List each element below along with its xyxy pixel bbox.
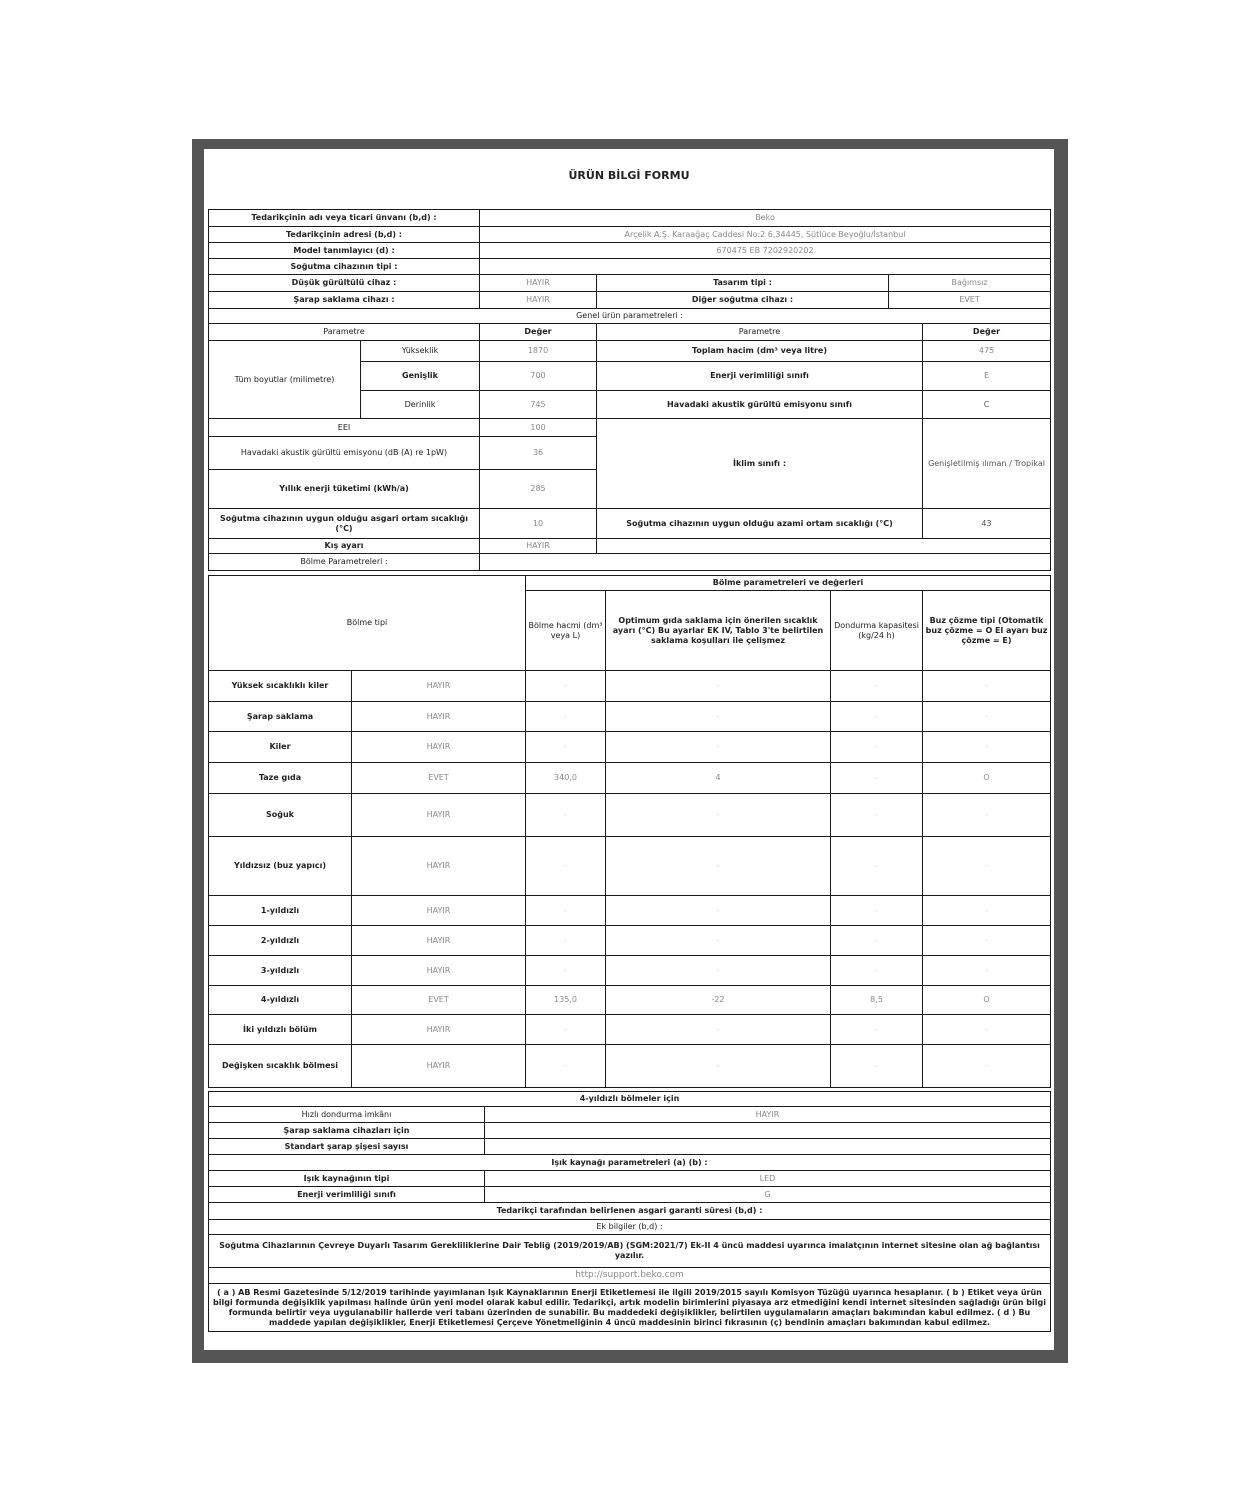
compartment-present: HAYIR bbox=[352, 671, 526, 702]
compartment-name: 1-yıldızlı bbox=[209, 896, 352, 926]
compartment-present: EVET bbox=[352, 763, 526, 794]
compartment-defrost: - bbox=[923, 837, 1051, 896]
compartment-defrost: - bbox=[923, 956, 1051, 986]
compartment-row bbox=[209, 794, 1051, 837]
depth-row: Derinlik 745 Havadaki akustik gürültü emisyonu sınıfı C bbox=[209, 391, 1051, 419]
compartment-row bbox=[209, 763, 1051, 794]
four-star-row: 4-yıldızlı bölmeler için bbox=[209, 1092, 1051, 1107]
compartment-name: 3-yıldızlı bbox=[209, 956, 352, 986]
low-noise-row: Düşük gürültülü cihaz : HAYIR Tasarım tipi : Bağımsız bbox=[209, 275, 1051, 292]
compartment-present: HAYIR bbox=[352, 837, 526, 896]
compartment-freeze: 8,5 bbox=[831, 986, 923, 1015]
general-section-row: Genel ürün parametreleri : bbox=[209, 309, 1051, 324]
compartment-temp: - bbox=[606, 837, 831, 896]
compartment-present: EVET bbox=[352, 986, 526, 1015]
light-type-row: Işık kaynağının tipi LED bbox=[209, 1171, 1051, 1187]
compartment-temp: - bbox=[606, 671, 831, 702]
compartment-temp: - bbox=[606, 926, 831, 956]
light-class-row: Enerji verimliliği sınıfı G bbox=[209, 1187, 1051, 1203]
additional-row: Ek bilgiler (b,d) : bbox=[209, 1220, 1051, 1235]
compartment-volume: - bbox=[526, 837, 606, 896]
compartment-freeze: - bbox=[831, 896, 923, 926]
compartment-present: HAYIR bbox=[352, 926, 526, 956]
compartment-volume: - bbox=[526, 1045, 606, 1088]
compartment-defrost: - bbox=[923, 702, 1051, 732]
compartment-defrost: - bbox=[923, 1015, 1051, 1045]
ambient-temp-row: Soğutma cihazının uygun olduğu asgari ortam sıcaklığı (°C) 10 Soğutma cihazının uygun olduğu azami ortam sıcaklığı (°C) 43 bbox=[209, 509, 1051, 539]
compartment-name: Soğuk bbox=[209, 794, 352, 837]
compartment-temp: - bbox=[606, 794, 831, 837]
compartment-name: Yüksek sıcaklıklı kiler bbox=[209, 671, 352, 702]
compartment-present: HAYIR bbox=[352, 732, 526, 763]
compartment-section-row: Bölme Parametreleri : bbox=[209, 554, 1051, 571]
compartment-defrost: - bbox=[923, 896, 1051, 926]
compartment-present: HAYIR bbox=[352, 794, 526, 837]
support-link[interactable]: http://support.beko.com bbox=[209, 1268, 1051, 1284]
compartment-volume: - bbox=[526, 956, 606, 986]
extra-table bbox=[208, 1091, 1051, 1332]
notice-row: Soğutma Cihazlarının Çevreye Duyarlı Tasarım Gerekliliklerine Dair Tebliğ (2019/2019/AB) (SGM:2021/7) Ek-II 4 üncü maddesi uyarınca imalatçının internet sitesine olan ağ bağlantısı yazılır. bbox=[209, 1235, 1051, 1268]
compartment-temp: 4 bbox=[606, 763, 831, 794]
compartment-freeze: - bbox=[831, 1045, 923, 1088]
winter-row: Kış ayarı HAYIR bbox=[209, 539, 1051, 554]
wine-devices-row: Şarap saklama cihazları için bbox=[209, 1123, 1051, 1139]
light-params-row: Işık kaynağı parametreleri (a) (b) : bbox=[209, 1155, 1051, 1171]
compartment-present: HAYIR bbox=[352, 896, 526, 926]
bottles-row: Standart şarap şişesi sayısı bbox=[209, 1139, 1051, 1155]
type-row: Soğutma cihazının tipi : bbox=[209, 259, 1051, 275]
compartment-volume: - bbox=[526, 896, 606, 926]
noise-row: Havadaki akustik gürültü emisyonu (dB (A) re 1pW) 36 bbox=[209, 437, 1051, 470]
supplier-address-row: Tedarikçinin adresi (b,d) : Arçelik A.Ş. Karaağaç Caddesi No:2 6,34445, Sütlüce Beyoğlu/İstanbul bbox=[209, 227, 1051, 243]
compartment-row bbox=[209, 1015, 1051, 1045]
compartment-volume: - bbox=[526, 671, 606, 702]
compartment-freeze: - bbox=[831, 702, 923, 732]
compartment-temp: - bbox=[606, 702, 831, 732]
compartment-volume: 135,0 bbox=[526, 986, 606, 1015]
compartment-name: 2-yıldızlı bbox=[209, 926, 352, 956]
compartment-volume: - bbox=[526, 926, 606, 956]
compartment-freeze: - bbox=[831, 956, 923, 986]
annual-row: Yıllık enerji tüketimi (kWh/a) 285 bbox=[209, 470, 1051, 509]
compartment-row bbox=[209, 956, 1051, 986]
compartment-defrost: O bbox=[923, 763, 1051, 794]
compartment-column-header: Bölme hacmi (dm³ veya L) Optimum gıda saklama için önerilen sıcaklık ayarı (°C) Bu ayarlar EK IV, Tablo 3'te belirtilen saklama koşulları ile çelişmez Dondurma kapasitesi (kg/24 h) Buz çözme tipi (Otomatik buz çözme = O El ayarı buz çözme = E) bbox=[209, 591, 1051, 671]
compartment-temp: - bbox=[606, 956, 831, 986]
compartment-defrost: - bbox=[923, 1045, 1051, 1088]
compartment-row bbox=[209, 837, 1051, 896]
general-header-row: Parametre Değer Parametre Değer bbox=[209, 324, 1051, 341]
compartment-temp: - bbox=[606, 1045, 831, 1088]
compartment-temp: - bbox=[606, 1015, 831, 1045]
compartment-volume: - bbox=[526, 702, 606, 732]
fast-freeze-row: Hızlı dondurma imkânı HAYIR bbox=[209, 1107, 1051, 1123]
compartment-volume: - bbox=[526, 732, 606, 763]
compartment-name: Kiler bbox=[209, 732, 352, 763]
compartment-group-header: Bölme tipi Bölme parametreleri ve değerleri bbox=[209, 576, 1051, 591]
compartment-row bbox=[209, 732, 1051, 763]
compartment-row bbox=[209, 671, 1051, 702]
compartment-defrost: - bbox=[923, 671, 1051, 702]
compartment-table bbox=[208, 575, 1051, 1088]
warranty-row: Tedarikçi tarafından belirlenen asgari garanti süresi (b,d) : bbox=[209, 1203, 1051, 1220]
compartment-present: HAYIR bbox=[352, 1015, 526, 1045]
compartment-name: Taze gıda bbox=[209, 763, 352, 794]
compartment-rows bbox=[209, 671, 1051, 1088]
compartment-row bbox=[209, 1045, 1051, 1088]
footnote-row: ( a ) AB Resmi Gazetesinde 5/12/2019 tarihinde yayımlanan Işık Kaynaklarının Enerji Etiketlemesi ile ilgili 2019/2015 sayılı Komisyon Tüzüğü uyarınca hesaplanır. ( b ) Etiket veya ürün bilgi formunda değişiklik yapılması halinde ürün yeni model olarak kabul edilir. Tedarikçi, artık modelin birimlerini piyasaya arz etmediğini kendi internet sitesinden sağladığı ürün bilgi formunda belirtir veya uygulanabilir hallerde veri tabanı üzerinden de sunabilir. Bu maddedeki değişiklikler, belirtilen uygulamaların amaçları bakımından kabul edilmez. ( d ) Bu maddede yapılan değişiklikler, Enerji Etiketlemesi Çerçeve Yönetmeliğinin 4 üncü maddesinin birinci fıkrasının (ç) bendinin amaçları bakımından kabul edilmez. bbox=[209, 1284, 1051, 1332]
compartment-temp: - bbox=[606, 732, 831, 763]
compartment-row bbox=[209, 702, 1051, 732]
compartment-present: HAYIR bbox=[352, 1045, 526, 1088]
wine-row: Şarap saklama cihazı : HAYIR Diğer soğutma cihazı : EVET bbox=[209, 292, 1051, 309]
width-row: Genişlik 700 Enerji verimliliği sınıfı E bbox=[209, 362, 1051, 391]
height-row: Tüm boyutlar (milimetre) Yükseklik 1870 Toplam hacim (dm³ veya litre) 475 bbox=[209, 341, 1051, 362]
eei-row: EEI 100 İklim sınıfı : Genişletilmiş ılıman / Tropikal bbox=[209, 419, 1051, 437]
compartment-freeze: - bbox=[831, 763, 923, 794]
compartment-defrost: - bbox=[923, 926, 1051, 956]
compartment-defrost: O bbox=[923, 986, 1051, 1015]
general-table bbox=[208, 209, 1051, 571]
compartment-defrost: - bbox=[923, 732, 1051, 763]
compartment-volume: - bbox=[526, 1015, 606, 1045]
compartment-freeze: - bbox=[831, 1015, 923, 1045]
compartment-present: HAYIR bbox=[352, 702, 526, 732]
compartment-row bbox=[209, 926, 1051, 956]
compartment-defrost: - bbox=[923, 794, 1051, 837]
compartment-present: HAYIR bbox=[352, 956, 526, 986]
model-row: Model tanımlayıcı (d) : 670475 EB 7202920202 bbox=[209, 243, 1051, 259]
compartment-row bbox=[209, 986, 1051, 1015]
page-frame bbox=[192, 139, 1068, 1363]
compartment-temp: - bbox=[606, 896, 831, 926]
compartment-name: Yıldızsız (buz yapıcı) bbox=[209, 837, 352, 896]
compartment-freeze: - bbox=[831, 732, 923, 763]
page-title: ÜRÜN BİLGİ FORMU bbox=[568, 169, 690, 182]
document-page bbox=[204, 149, 1054, 1350]
compartment-freeze: - bbox=[831, 926, 923, 956]
compartment-freeze: - bbox=[831, 671, 923, 702]
compartment-temp: -22 bbox=[606, 986, 831, 1015]
compartment-freeze: - bbox=[831, 794, 923, 837]
compartment-row bbox=[209, 896, 1051, 926]
compartment-name: Değişken sıcaklık bölmesi bbox=[209, 1045, 352, 1088]
supplier-name-row: Tedarikçinin adı veya ticari ünvanı (b,d) : Beko bbox=[209, 210, 1051, 227]
compartment-freeze: - bbox=[831, 837, 923, 896]
compartment-name: İki yıldızlı bölüm bbox=[209, 1015, 352, 1045]
compartment-volume: 340,0 bbox=[526, 763, 606, 794]
compartment-volume: - bbox=[526, 794, 606, 837]
compartment-name: 4-yıldızlı bbox=[209, 986, 352, 1015]
compartment-name: Şarap saklama bbox=[209, 702, 352, 732]
url-row bbox=[209, 1268, 1051, 1284]
